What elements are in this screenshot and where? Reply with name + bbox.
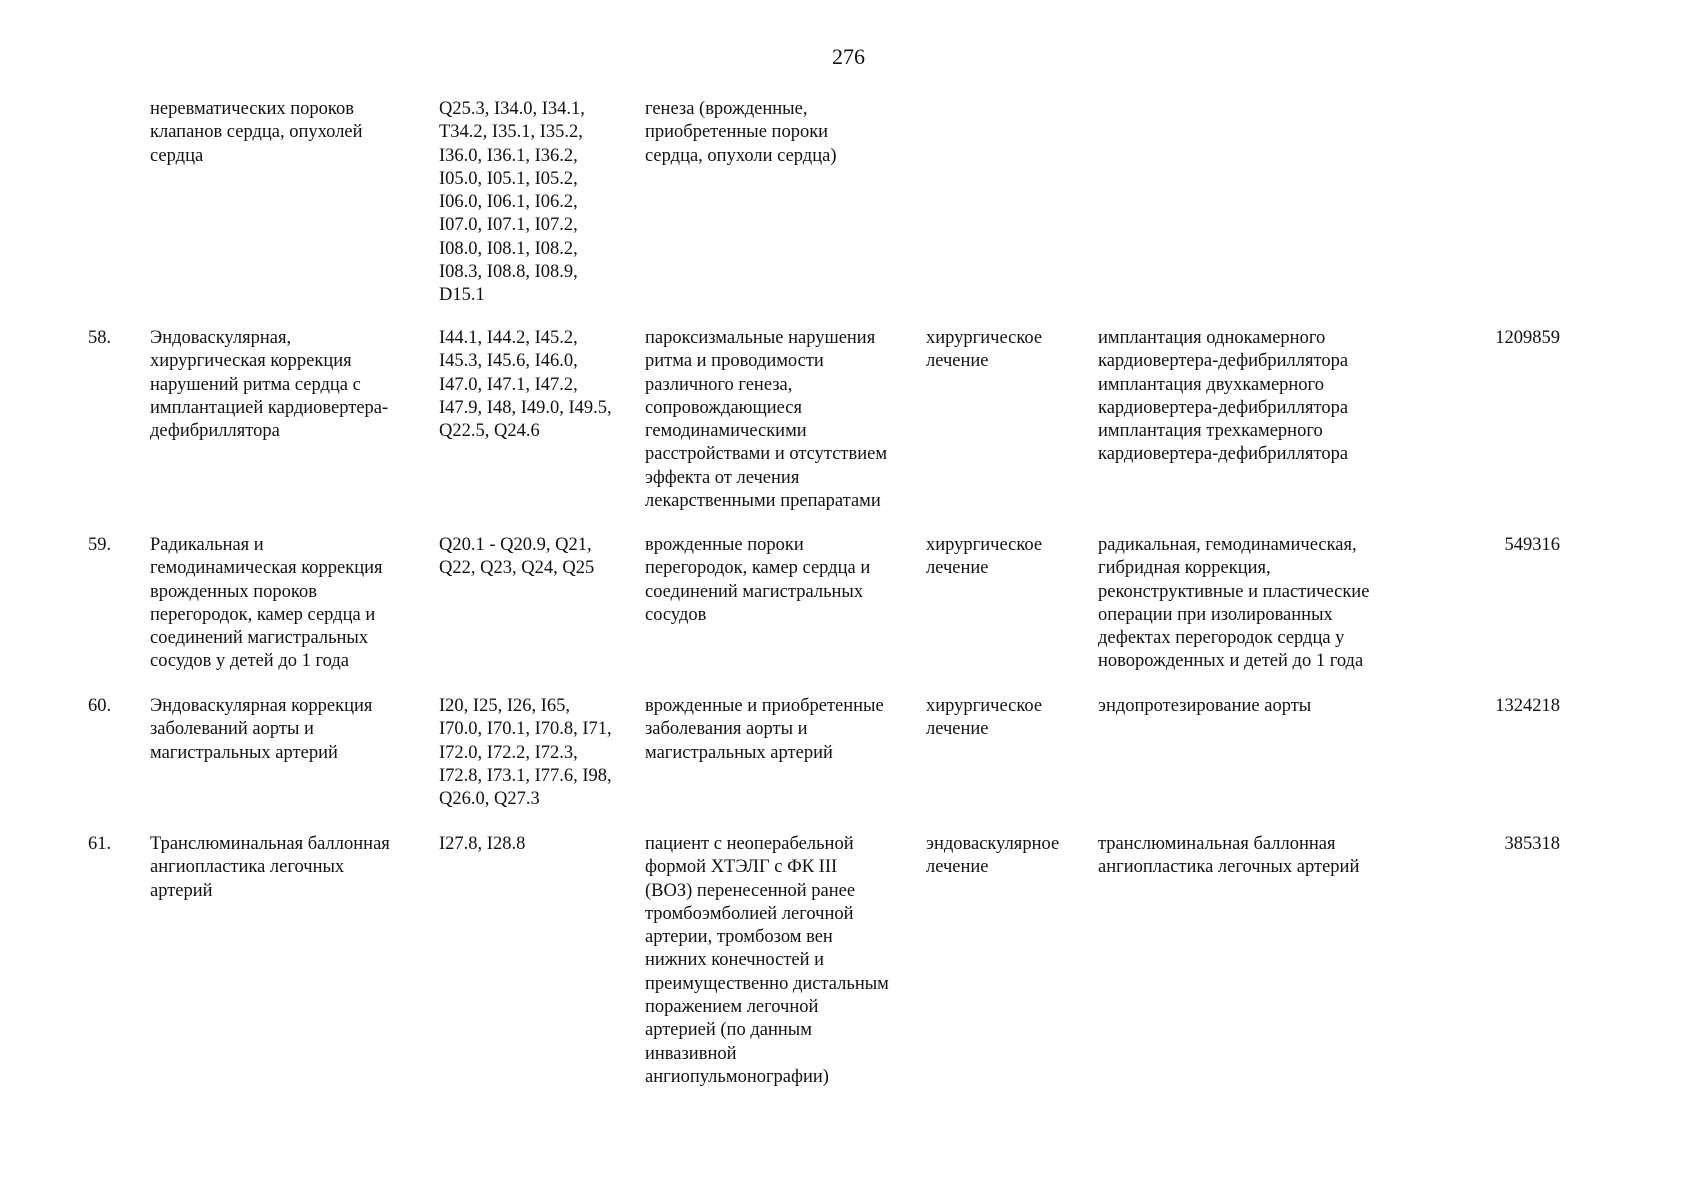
patient-model: пациент с неоперабельной формой ХТЭЛГ с ФК III (ВОЗ) перенесенной ранее тромбоэмболией легочной артерии, тромбозом вен нижних конечностей и преимущественно дистальным поражением легочной артерией (по данным инвазивной ангиопульмонографии) xyxy=(645,834,889,1087)
treatment-method: эндопротезирование аорты xyxy=(1098,696,1312,716)
icd-codes: I27.8, I28.8 xyxy=(439,834,526,854)
patient-model: пароксизмальные нарушения ритма и проводимости различного генеза, сопровождающиеся гемодинамическими расстройствами и отсутствием эффекта от лечения лекарственными препаратами xyxy=(645,328,888,512)
icd-codes: I20, I25, I26, I65, I70.0, I70.1, I70.8, I71, I72.0, I72.2, I72.3, I72.8, I73.1, I77.6, I98, Q26.0, Q27.3 xyxy=(439,696,612,810)
treatment-method: транслюминальная баллонная ангиопластика легочных артерий xyxy=(1098,834,1360,878)
cost-value: 1209859 xyxy=(1495,328,1560,348)
treatment-type: хирургическое лечение xyxy=(926,328,1043,372)
row-number: 59. xyxy=(88,535,112,555)
row-number: 61. xyxy=(88,834,112,854)
treatment-type: эндоваскулярное лечение xyxy=(926,834,1060,878)
cost-value: 549316 xyxy=(1504,535,1560,555)
procedure-name: Эндоваскулярная, хирургическая коррекция нарушений ритма сердца с имплантацией кардиовертера- дефибриллятора xyxy=(150,328,389,442)
icd-codes: Q25.3, I34.0, I34.1, T34.2, I35.1, I35.2, I36.0, I36.1, I36.2, I05.0, I05.1, I05.2, I06.0, I06.1, I06.2, I07.0, I07.1, I07.2, I08.0, I08.1, I08.2, I08.3, I08.8, I08.9, D15.1 xyxy=(439,99,585,306)
treatment-method: радикальная, гемодинамическая, гибридная коррекция, реконструктивные и пластические операции при изолированных дефектах перегородок сердца у новорожденных и детей до 1 года xyxy=(1098,535,1370,672)
patient-model: врожденные и приобретенные заболевания аорты и магистральных артерий xyxy=(645,696,884,763)
row-number: 60. xyxy=(88,696,112,716)
page-number: 276 xyxy=(832,44,865,69)
row-number: 58. xyxy=(88,328,112,348)
treatment-method: имплантация однокамерного кардиовертера-дефибриллятора имплантация двухкамерного кардиовертера-дефибриллятора имплантация трехкамерного кардиовертера-дефибриллятора xyxy=(1098,328,1349,465)
icd-codes: Q20.1 - Q20.9, Q21, Q22, Q23, Q24, Q25 xyxy=(439,535,595,579)
procedure-name: Эндоваскулярная коррекция заболеваний аорты и магистральных артерий xyxy=(150,696,373,763)
treatment-type: хирургическое лечение xyxy=(926,696,1043,740)
patient-model: врожденные пороки перегородок, камер сердца и соединений магистральных сосудов xyxy=(645,535,871,625)
procedure-name: Радикальная и гемодинамическая коррекция врожденных пороков перегородок, камер сердца и соединений магистральных сосудов у детей до 1 года xyxy=(150,535,383,672)
procedure-name: Транслюминальная баллонная ангиопластика легочных артерий xyxy=(150,834,390,901)
treatment-type: хирургическое лечение xyxy=(926,535,1043,579)
cost-value: 385318 xyxy=(1504,834,1560,854)
patient-model: генеза (врожденные, приобретенные пороки сердца, опухоли сердца) xyxy=(645,99,837,166)
procedure-name: неревматических пороков клапанов сердца, опухолей сердца xyxy=(150,99,363,166)
cost-value: 1324218 xyxy=(1495,696,1560,716)
icd-codes: I44.1, I44.2, I45.2, I45.3, I45.6, I46.0, I47.0, I47.1, I47.2, I47.9, I48, I49.0, I49.5, Q22.5, Q24.6 xyxy=(439,328,612,442)
